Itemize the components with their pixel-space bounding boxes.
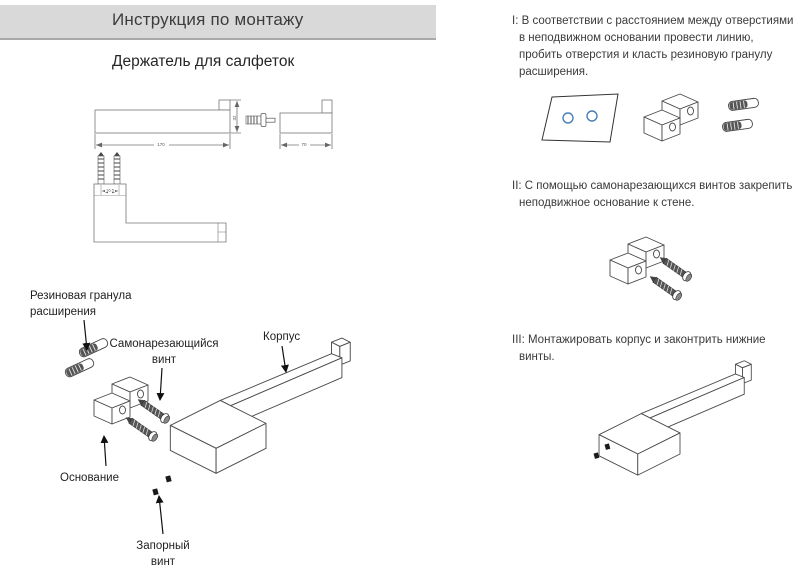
label-base: Основание bbox=[60, 472, 119, 484]
arrow-screw bbox=[160, 368, 162, 400]
lock-screw-icon bbox=[152, 488, 158, 495]
arrow-body bbox=[282, 346, 286, 372]
lock-screw-icon bbox=[594, 452, 600, 458]
screw-top-icon bbox=[114, 152, 120, 184]
side-view bbox=[246, 100, 332, 149]
label-rubber-plug: Резиновая гранула расширения bbox=[30, 290, 132, 318]
arrow-lockscrew bbox=[159, 496, 163, 534]
product-name: Держатель для салфеток bbox=[112, 53, 295, 70]
front-view bbox=[95, 100, 241, 149]
arrow-plug bbox=[84, 320, 87, 350]
screw-side-icon bbox=[246, 114, 275, 127]
base-icon bbox=[644, 94, 698, 141]
arrow-base bbox=[104, 436, 106, 466]
wall-plate-icon bbox=[542, 94, 618, 142]
step-1-illustration bbox=[530, 85, 785, 175]
page-title: Инструкция по монтажу bbox=[112, 10, 304, 29]
rubber-plug-icon bbox=[78, 337, 109, 358]
dim-spacing-label: 16.5 bbox=[106, 187, 114, 193]
step-2-text: II: С помощью самонарезающихся винтов закрепить неподвижное основание к стене. bbox=[512, 180, 793, 209]
label-body: Корпус bbox=[263, 331, 301, 343]
dim-depth-label: 70 bbox=[301, 142, 307, 147]
self-tapping-screw-icon bbox=[647, 272, 684, 302]
rubber-plug-icon bbox=[64, 357, 95, 378]
step-2-illustration bbox=[600, 228, 780, 328]
screw-top-icon bbox=[98, 152, 104, 184]
base-icon bbox=[610, 237, 664, 284]
dim-length-label: 170 bbox=[157, 142, 165, 147]
profile-view bbox=[94, 152, 226, 242]
label-lock-screw: Запорный винт bbox=[136, 540, 190, 568]
label-self-tapping-screw: Самонарезающийся винт bbox=[109, 338, 219, 366]
rubber-plug-icon bbox=[722, 119, 753, 132]
dim-height-label: 32 bbox=[232, 115, 237, 121]
rubber-plug-icon bbox=[728, 98, 759, 111]
step-1-text: I: В соответствии с расстоянием между отверстиями в неподвижном основании провести линию, пробить отверстия и класть резиновую гранулу расширения. bbox=[512, 15, 794, 78]
technical-drawing bbox=[80, 90, 460, 262]
lock-screw-icon bbox=[165, 475, 171, 482]
exploded-diagram bbox=[20, 280, 440, 572]
step-3-illustration bbox=[580, 355, 780, 475]
holder-body-icon bbox=[599, 361, 751, 475]
step-3-text: III: Монтажировать корпус и законтрить нижние винты. bbox=[512, 334, 766, 363]
